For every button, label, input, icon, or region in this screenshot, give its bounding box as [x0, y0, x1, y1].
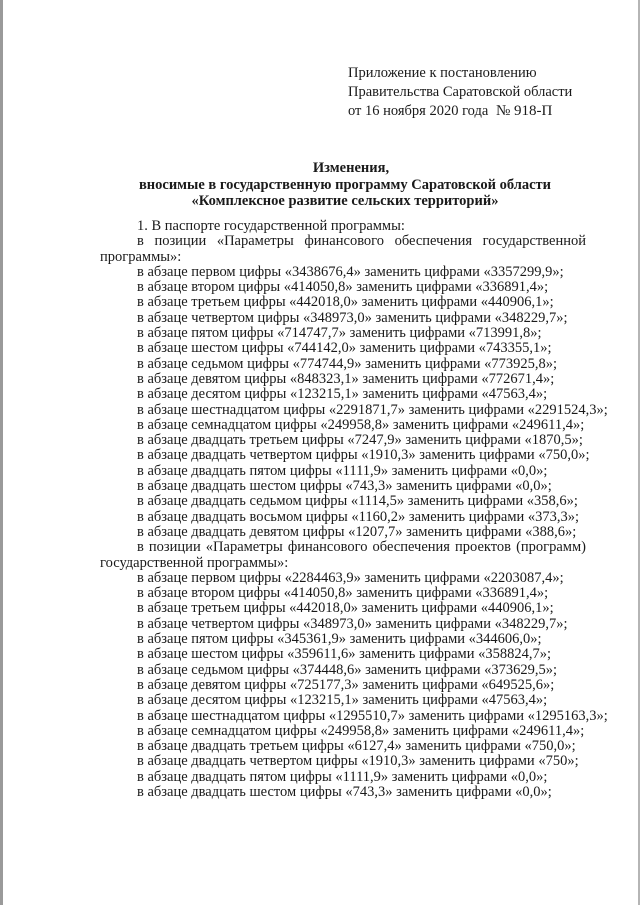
- position-2-intro: в позиции «Параметры финансового обеспечения проектов (программ) государственной программы»:: [100, 539, 586, 571]
- amendment-item: в абзаце двадцать третьем цифры «6127,4» заменить цифрами «750,0»;: [137, 738, 576, 755]
- title-line-1: Изменения,: [312, 160, 390, 176]
- document-title: [100, 160, 590, 210]
- amendment-item: в абзаце двадцать четвертом цифры «1910,3» заменить цифрами «750»;: [137, 753, 579, 770]
- position-1-intro: в позиции «Параметры финансового обеспечения государственной программы»:: [100, 233, 586, 265]
- amendment-item: в абзаце втором цифры «414050,8» заменить цифрами «336891,4»;: [137, 585, 549, 602]
- document-body: [100, 218, 608, 800]
- amendment-item: в абзаце семнадцатом цифры «249958,8» заменить цифрами «249611,4»;: [137, 416, 585, 433]
- title-line-3: «Комплексное развитие сельских территорий»: [191, 193, 499, 209]
- approval-line-3: [348, 102, 572, 121]
- amendment-item: в абзаце шестом цифры «359611,6» заменить цифрами «358824,7»;: [137, 646, 552, 663]
- approval-stamp-block: [348, 64, 572, 121]
- position-1-list: [100, 263, 608, 540]
- amendment-item: в абзаце шестнадцатом цифры «2291871,7» заменить цифрами «2291524,3»;: [137, 401, 608, 418]
- amendment-item: в абзаце седьмом цифры «774744,9» заменить цифрами «773925,8»;: [137, 355, 558, 372]
- approval-line-1: Приложение к постановлению: [348, 65, 537, 81]
- amendment-item: в абзаце пятом цифры «714747,7» заменить цифрами «713991,8»;: [137, 325, 542, 342]
- approval-number: № 918-П: [495, 103, 553, 119]
- amendment-item: в абзаце двадцать пятом цифры «1111,9» заменить цифрами «0,0»;: [137, 768, 548, 785]
- amendment-item: в абзаце девятом цифры «725177,3» заменить цифрами «649525,6»;: [137, 676, 555, 693]
- amendment-item: в абзаце двадцать восьмом цифры «1160,2» заменить цифрами «373,3»;: [137, 508, 580, 525]
- section-heading: 1. В паспорте государственной программы:: [137, 218, 405, 234]
- amendment-item: в абзаце шестнадцатом цифры «1295510,7» заменить цифрами «1295163,3»;: [137, 707, 608, 724]
- amendment-item: в абзаце первом цифры «3438676,4» заменить цифрами «3357299,9»;: [137, 263, 564, 280]
- amendment-item: в абзаце двадцать шестом цифры «743,3» заменить цифрами «0,0»;: [137, 478, 552, 495]
- amendment-item: в абзаце десятом цифры «123215,1» заменить цифрами «47563,4»;: [137, 386, 548, 403]
- amendment-item: в абзаце двадцать девятом цифры «1207,7» заменить цифрами «388,6»;: [137, 523, 577, 540]
- amendment-item: в абзаце двадцать третьем цифры «7247,9» заменить цифрами «1870,5»;: [137, 432, 583, 449]
- approval-line-2: Правительства Саратовской области: [348, 84, 573, 100]
- amendment-item: в абзаце семнадцатом цифры «249958,8» заменить цифрами «249611,4»;: [137, 722, 585, 739]
- position-2-list: [100, 569, 608, 800]
- amendment-item: в абзаце пятом цифры «345361,9» заменить цифрами «344606,0»;: [137, 631, 542, 648]
- amendment-item: в абзаце двадцать седьмом цифры «1114,5» заменить цифрами «358,6»;: [137, 493, 578, 510]
- amendment-item: в абзаце шестом цифры «744142,0» заменить цифрами «743355,1»;: [137, 340, 552, 357]
- amendment-item: в абзаце четвертом цифры «348973,0» заменить цифрами «348229,7»;: [137, 615, 568, 632]
- scan-edge-left: [0, 0, 3, 905]
- amendment-item: в абзаце девятом цифры «848323,1» заменить цифрами «772671,4»;: [137, 370, 555, 387]
- amendment-item: в абзаце двадцать пятом цифры «1111,9» заменить цифрами «0,0»;: [137, 462, 548, 479]
- amendment-item: в абзаце десятом цифры «123215,1» заменить цифрами «47563,4»;: [137, 692, 548, 709]
- amendment-item: в абзаце четвертом цифры «348973,0» заменить цифрами «348229,7»;: [137, 309, 568, 326]
- title-line-2: вносимые в государственную программу Саратовской области: [138, 176, 552, 193]
- amendment-item: в абзаце третьем цифры «442018,0» заменить цифрами «440906,1»;: [137, 294, 554, 311]
- amendment-item: в абзаце втором цифры «414050,8» заменить цифрами «336891,4»;: [137, 279, 549, 296]
- approval-date: от 16 ноября 2020 года: [348, 103, 489, 119]
- amendment-item: в абзаце двадцать шестом цифры «743,3» заменить цифрами «0,0»;: [137, 783, 552, 800]
- amendment-item: в абзаце седьмом цифры «374448,6» заменить цифрами «373629,5»;: [137, 661, 558, 678]
- amendment-item: в абзаце двадцать четвертом цифры «1910,3» заменить цифрами «750,0»;: [137, 447, 590, 464]
- amendment-item: в абзаце первом цифры «2284463,9» заменить цифрами «2203087,4»;: [137, 569, 564, 586]
- amendment-item: в абзаце третьем цифры «442018,0» заменить цифрами «440906,1»;: [137, 600, 554, 617]
